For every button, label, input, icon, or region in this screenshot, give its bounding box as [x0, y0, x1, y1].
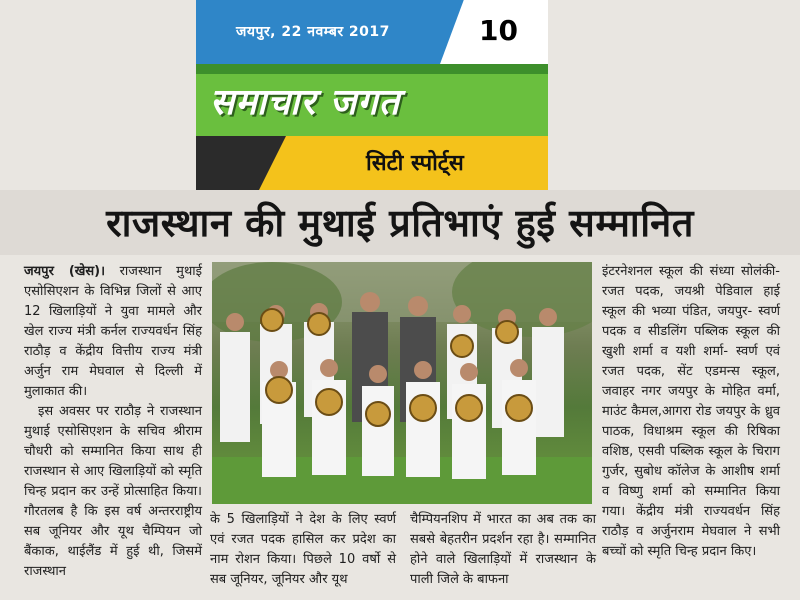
masthead: [196, 0, 548, 190]
masthead-date: जयपुर, 22 नवम्बर 2017: [236, 24, 390, 40]
article-paragraph: चैम्पियनशिप में भारत का अब तक का सबसे बेहतरीन प्रदर्शन रहा है। सम्मानित होने वाले खिलाड़ियों में राजस्थान के पाली जिले के बाफना: [410, 512, 596, 587]
paragraph-text: राजस्थान मुथाई एसोसिएशन के विभिन्न जिलों से आए 12 खिलाड़ियों ने युवा मामले और खेल राज्य मंत्री कर्नल राज्यवर्धन सिंह राठौड़ व केंद्रीय वित्तीय राज्य मंत्री अर्जुन राम मेघवाल से दिल्ली में मुलाकात की।: [24, 264, 202, 399]
section-title: सिटी स्पोर्ट्स: [366, 151, 464, 176]
masthead-brand-stripe: [196, 64, 548, 74]
newspaper-brand: समाचार जगत: [210, 82, 401, 123]
article-column-4: [602, 262, 780, 562]
group-photo-illustration: [212, 262, 592, 504]
article-column-2: [210, 510, 396, 590]
article-column-3: [410, 510, 596, 590]
article-paragraph: [24, 262, 202, 402]
page-number: 10: [479, 14, 518, 47]
article-headline: राजस्थान की मुथाई प्रतिभाएं हुई सम्मानित: [106, 201, 694, 245]
article-paragraph: के 5 खिलाड़ियों ने देश के लिए स्वर्ण एवं रजत पदक हासिल कर प्रदेश का नाम रोशन किया। पिछले 10 वर्षो से सब जूनियर, जूनियर और यूथ: [210, 512, 396, 587]
article-column-1: [24, 262, 202, 582]
dateline: जयपुर (खेस)।: [24, 264, 106, 279]
article-paragraph: इस अवसर पर राठौड़ ने राजस्थान मुथाई एसोसिएशन के सचिव श्रीराम चौधरी को सम्मानित किया साथ ही राजस्थान से आए खिलाड़ियों को स्मृति चिन्ह प्रदान कर उन्हें प्रोत्साहित किया। गौरतलब है कि इस वर्ष अन्तरराष्ट्रीय सब जूनियर और यूथ चैम्पियन जो बैंकाक, थाईलैंड में हुई थी, जिसमें राजस्थान: [24, 404, 202, 579]
article-paragraph: इंटरनेशनल स्कूल की संध्या सोलंकी- रजत पदक, जयश्री पेडिवाल हाई स्कूल की भव्या पंडित, जयपुर- स्वर्ण पदक व सीडलिंग पब्लिक स्कूल की खुशी शर्मा व यशी शर्मा- स्वर्ण एवं रजत पदक, सेंट एडमन्स स्कूल, जवाहर नगर जयपुर के मोहित वर्मा, माउंट कैमल,आगरा रोड जयपुर के ध्रुव पाठक, विधाश्रम स्कूल की रिषिका वशिष्ठ, एसवी पब्लिक स्कूल के चिराग गुर्जर, सुबोध कॉलेज के आशीष शर्मा व विष्णु शर्मा को सम्मानित किया गया। केंद्रीय मंत्री राज्यवर्धन सिंह राठौड़ व अर्जुनराम मेघवाल ने सभी बच्चों को स्मृति चिन्ह प्रदान किए।: [602, 264, 780, 559]
group-photo: [212, 262, 592, 504]
